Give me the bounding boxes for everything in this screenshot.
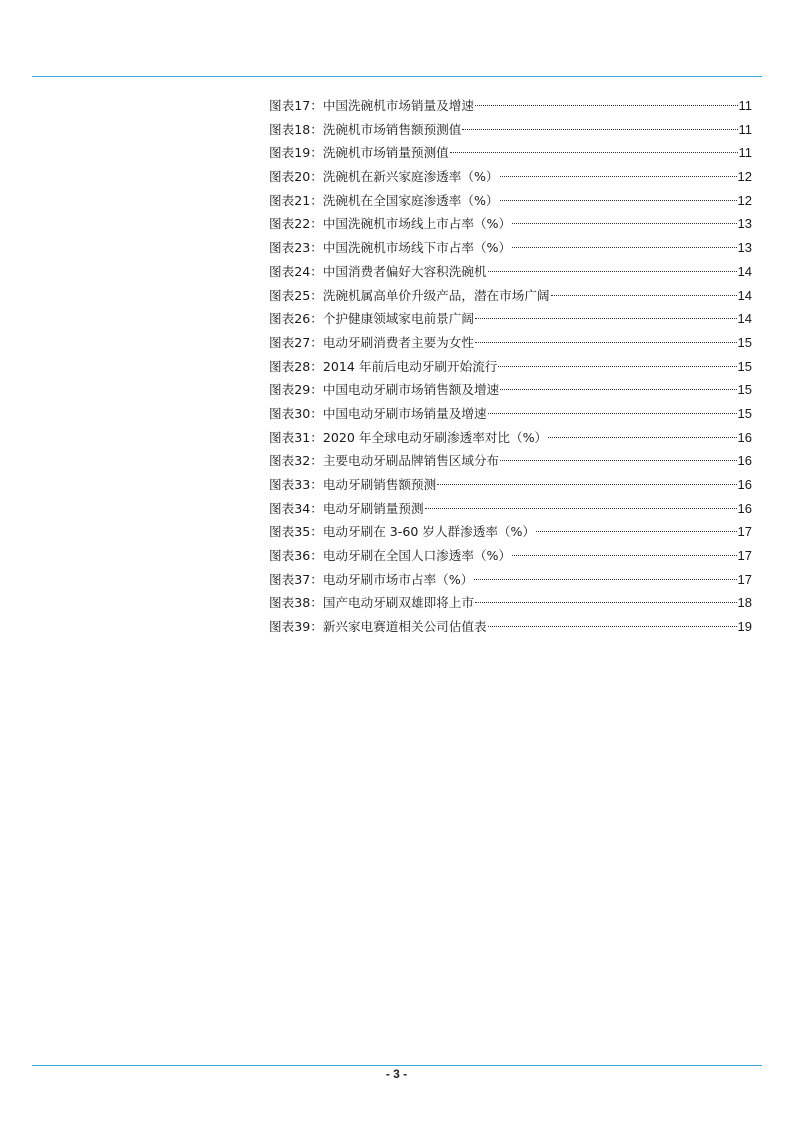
figure-title: 电动牙刷市场市占率（%） xyxy=(322,571,474,587)
figure-page-number: 16 xyxy=(737,500,752,516)
figure-title: 电动牙刷销量预测 xyxy=(322,500,424,516)
dot-leader xyxy=(474,579,736,580)
figure-label: 图表29： xyxy=(269,382,323,398)
figure-title: 主要电动牙刷品牌销售区域分布 xyxy=(322,453,500,469)
figure-label: 图表23： xyxy=(269,240,323,256)
figure-label: 图表24： xyxy=(269,263,323,279)
dot-leader xyxy=(500,176,737,177)
dot-leader xyxy=(551,295,737,296)
figure-title: 电动牙刷在 3-60 岁人群渗透率（%） xyxy=(322,524,536,540)
figure-title: 中国电动牙刷市场销量及增速 xyxy=(322,405,487,421)
dot-leader xyxy=(536,531,736,532)
figure-title: 中国电动牙刷市场销售额及增速 xyxy=(322,382,500,398)
figure-label: 图表27： xyxy=(269,334,323,350)
toc-entry[interactable] xyxy=(269,189,752,213)
figure-label: 图表28： xyxy=(269,358,323,374)
toc-entry[interactable] xyxy=(269,118,752,142)
figure-page-number: 11 xyxy=(738,121,752,137)
dot-leader xyxy=(475,318,737,319)
figure-title: 洗碗机属高单价升级产品，潜在市场广阔 xyxy=(322,287,550,303)
page-number: - 3 - xyxy=(385,1067,408,1081)
dot-leader xyxy=(475,602,737,603)
dot-leader xyxy=(512,247,736,248)
figure-page-number: 15 xyxy=(737,334,752,350)
dot-leader xyxy=(488,271,737,272)
figure-label: 图表20： xyxy=(269,169,323,185)
toc-entry[interactable] xyxy=(269,520,752,544)
toc-entry[interactable] xyxy=(269,141,752,165)
figure-label: 图表36： xyxy=(269,548,323,564)
dot-leader xyxy=(450,152,738,153)
dot-leader xyxy=(548,437,736,438)
toc-entry[interactable] xyxy=(269,449,752,473)
header-rule xyxy=(32,76,762,77)
toc-entry[interactable] xyxy=(269,94,752,118)
figure-title: 电动牙刷在全国人口渗透率（%） xyxy=(322,548,512,564)
figure-label: 图表32： xyxy=(269,453,323,469)
dot-leader xyxy=(500,460,736,461)
toc-entry[interactable] xyxy=(269,426,752,450)
toc-entry[interactable] xyxy=(269,331,752,355)
dot-leader xyxy=(425,508,737,509)
figure-page-number: 15 xyxy=(737,382,752,398)
figure-title: 中国消费者偏好大容积洗碗机 xyxy=(322,263,487,279)
toc-entry[interactable] xyxy=(269,307,752,331)
dot-leader xyxy=(500,389,736,390)
dot-leader xyxy=(512,223,736,224)
figure-label: 图表39： xyxy=(269,619,323,635)
figure-label: 图表33： xyxy=(269,477,323,492)
figure-label: 图表38： xyxy=(269,595,323,611)
dot-leader xyxy=(462,129,737,130)
figure-page-number: 17 xyxy=(737,548,752,564)
figure-title: 国产电动牙刷双雄即将上市 xyxy=(322,595,474,611)
toc-entry[interactable] xyxy=(269,544,752,568)
figure-label: 图表26： xyxy=(269,311,323,327)
figure-page-number: 17 xyxy=(737,524,752,540)
toc-entry[interactable] xyxy=(269,402,752,426)
table-of-figures xyxy=(269,94,752,639)
figure-label: 图表22： xyxy=(269,216,323,232)
figure-page-number: 14 xyxy=(737,263,752,279)
figure-label: 图表30： xyxy=(269,405,323,421)
figure-page-number: 12 xyxy=(737,169,752,185)
figure-page-number: 18 xyxy=(737,595,752,611)
dot-leader xyxy=(500,200,737,201)
figure-title: 中国洗碗机市场线上市占率（%） xyxy=(322,216,512,232)
figure-page-number: 13 xyxy=(737,240,752,256)
figure-title: 洗碗机在新兴家庭渗透率（%） xyxy=(322,169,499,185)
figure-title: 电动牙刷消费者主要为女性 xyxy=(322,334,474,350)
toc-entry[interactable] xyxy=(269,212,752,236)
dot-leader xyxy=(488,413,737,414)
figure-label: 图表18： xyxy=(269,121,323,137)
toc-entry[interactable] xyxy=(269,591,752,615)
figure-page-number: 12 xyxy=(737,192,752,208)
figure-title: 洗碗机在全国家庭渗透率（%） xyxy=(322,192,499,208)
dot-leader xyxy=(475,105,738,106)
figure-page-number: 16 xyxy=(737,453,752,469)
toc-entry[interactable] xyxy=(269,378,752,402)
toc-entry[interactable] xyxy=(269,568,752,592)
figure-title: 中国洗碗机市场线下市占率（%） xyxy=(322,240,512,256)
toc-entry[interactable] xyxy=(269,355,752,379)
figure-page-number: 11 xyxy=(738,145,752,161)
figure-label: 图表21： xyxy=(269,192,323,208)
figure-title: 洗碗机市场销量预测值 xyxy=(322,145,449,161)
figure-page-number: 15 xyxy=(737,405,752,421)
figure-page-number: 14 xyxy=(737,311,752,327)
figure-page-number: 19 xyxy=(737,619,752,635)
figure-page-number: 16 xyxy=(737,429,752,445)
figure-label: 图表31： xyxy=(269,429,323,445)
figure-title: 中国洗碗机市场销量及增速 xyxy=(322,98,474,113)
figure-label: 图表19： xyxy=(269,145,323,161)
toc-entry[interactable] xyxy=(269,615,752,639)
toc-entry[interactable] xyxy=(269,260,752,284)
figure-page-number: 15 xyxy=(737,358,752,374)
figure-page-number: 13 xyxy=(737,216,752,232)
dot-leader xyxy=(512,555,736,556)
figure-label: 图表25： xyxy=(269,287,323,303)
figure-title: 个护健康领域家电前景广阔 xyxy=(322,311,474,327)
dot-leader xyxy=(488,626,737,627)
dot-leader xyxy=(437,484,736,485)
dot-leader xyxy=(475,342,737,343)
footer-rule xyxy=(32,1065,762,1066)
toc-entry[interactable] xyxy=(269,165,752,189)
figure-label: 图表34： xyxy=(269,500,323,516)
figure-label: 图表35： xyxy=(269,524,323,540)
figure-page-number: 14 xyxy=(737,287,752,303)
figure-title: 洗碗机市场销售额预测值 xyxy=(322,121,462,137)
figure-page-number: 16 xyxy=(737,477,752,492)
figure-title: 2020 年全球电动牙刷渗透率对比（%） xyxy=(322,429,548,445)
figure-title: 电动牙刷销售额预测 xyxy=(322,477,437,492)
figure-title: 2014 年前后电动牙刷开始流行 xyxy=(322,358,498,374)
toc-entry[interactable] xyxy=(269,497,752,521)
dot-leader xyxy=(498,366,736,367)
toc-entry[interactable] xyxy=(269,473,752,497)
figure-label: 图表37： xyxy=(269,571,323,587)
figure-label: 图表17： xyxy=(269,98,323,113)
toc-entry[interactable] xyxy=(269,284,752,308)
toc-entry[interactable] xyxy=(269,236,752,260)
figure-page-number: 11 xyxy=(738,98,752,113)
figure-title: 新兴家电赛道相关公司估值表 xyxy=(322,619,487,635)
figure-page-number: 17 xyxy=(737,571,752,587)
